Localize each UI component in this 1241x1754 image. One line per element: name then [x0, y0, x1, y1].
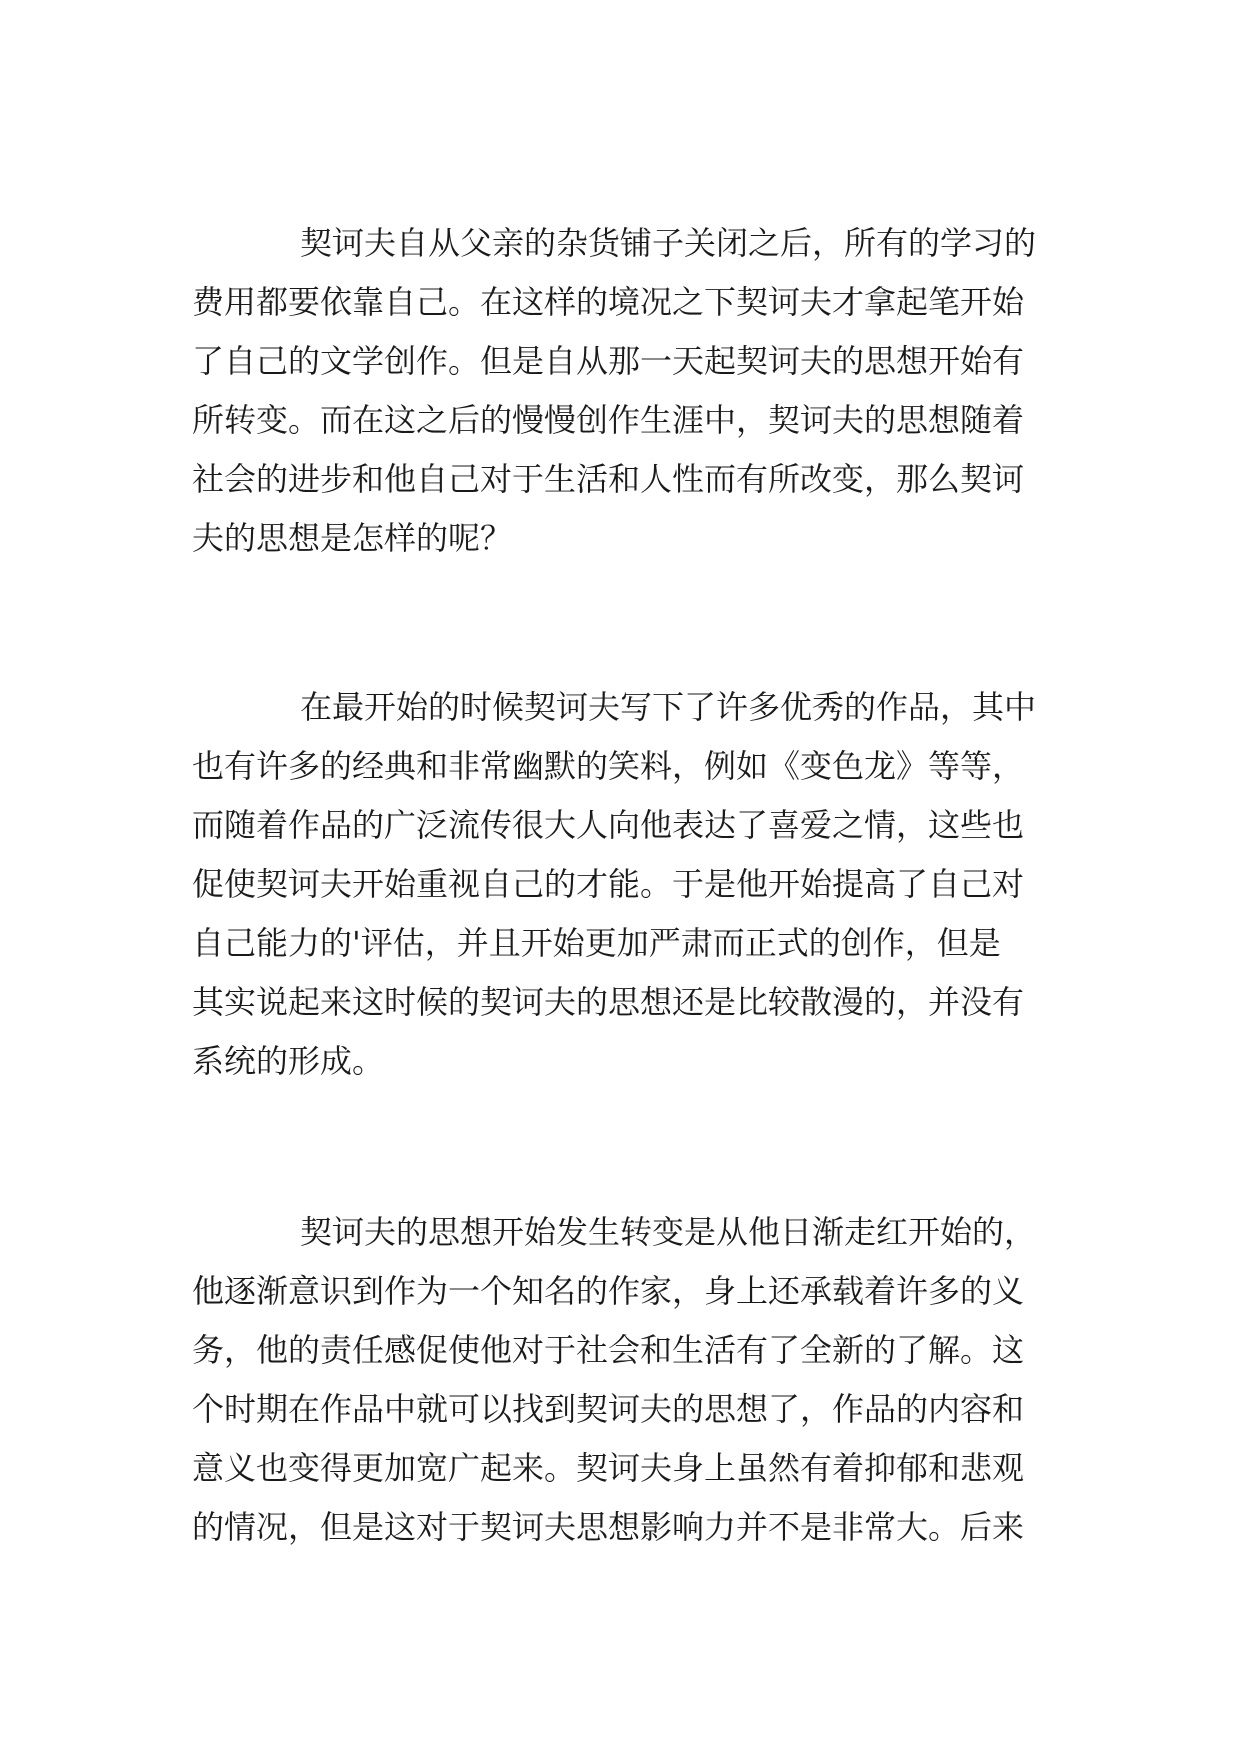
paragraph-line: 费用都要依靠自己。在这样的境况之下契诃夫才拿起笔开始	[192, 283, 1025, 321]
paragraph-line: 契诃夫自从父亲的杂货铺子关闭之后，所有的学习的	[300, 224, 1037, 262]
paragraph-line: 所转变。而在这之后的慢慢创作生涯中，契诃夫的思想随着	[192, 401, 1025, 439]
paragraph-line: 了自己的文学创作。但是自从那一天起契诃夫的思想开始有	[192, 342, 1025, 380]
paragraph-line: 的情况，但是这对于契诃夫思想影响力并不是非常大。后来	[192, 1508, 1025, 1546]
paragraph-line: 他逐渐意识到作为一个知名的作家，身上还承载着许多的义	[192, 1272, 1025, 1310]
paragraph-line: 社会的进步和他自己对于生活和人性而有所改变，那么契诃	[192, 460, 1025, 498]
paragraph-line: 契诃夫的思想开始发生转变是从他日渐走红开始的，	[300, 1213, 1037, 1251]
paragraph-line: 意义也变得更加宽广起来。契诃夫身上虽然有着抑郁和悲观	[192, 1449, 1025, 1487]
paragraph-line: 而随着作品的广泛流传很大人向他表达了喜爱之情，这些也	[192, 806, 1025, 844]
paragraph-line: 其实说起来这时候的契诃夫的思想还是比较散漫的，并没有	[192, 983, 1025, 1021]
paragraph-line: 夫的思想是怎样的呢？	[192, 519, 513, 557]
paragraph-line: 在最开始的时候契诃夫写下了许多优秀的作品，其中	[300, 688, 1037, 726]
paragraph-line: 系统的形成。	[192, 1042, 385, 1080]
paragraph-line: 自己能力的'评估，并且开始更加严肃而正式的创作，但是	[192, 924, 1001, 962]
paragraph-line: 也有许多的经典和非常幽默的笑料，例如《变色龙》等等，	[192, 747, 1025, 785]
paragraph	[192, 214, 1052, 568]
paragraph-line: 促使契诃夫开始重视自己的才能。于是他开始提高了自己对	[192, 865, 1025, 903]
paragraph	[192, 678, 1052, 1091]
paragraph-line: 个时期在作品中就可以找到契诃夫的思想了，作品的内容和	[192, 1390, 1025, 1428]
paragraph-line: 务，他的责任感促使他对于社会和生活有了全新的了解。这	[192, 1331, 1025, 1369]
paragraph	[192, 1203, 1052, 1557]
